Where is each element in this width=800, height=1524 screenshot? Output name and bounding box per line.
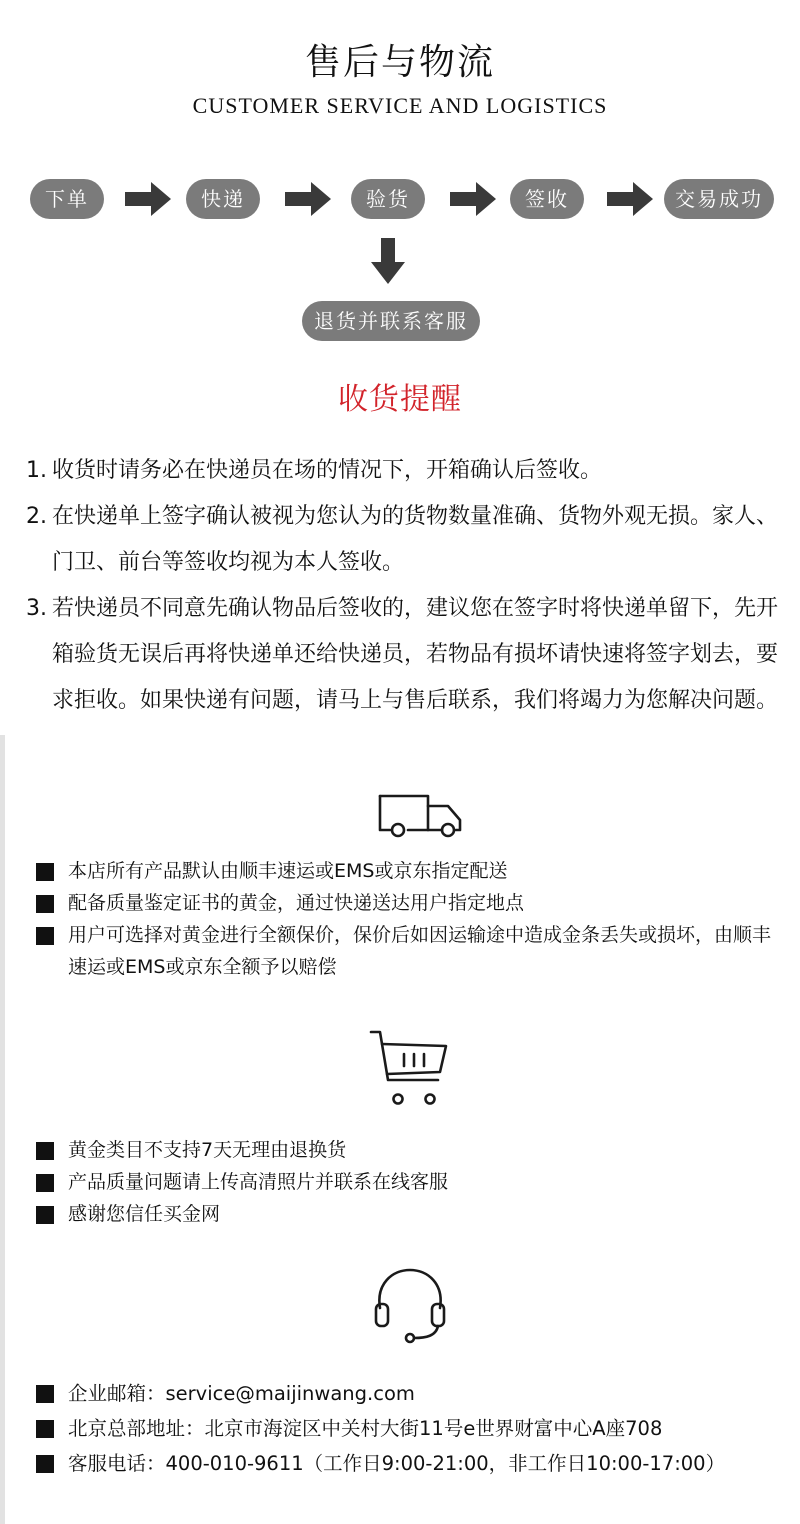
arrow-right-icon	[450, 182, 496, 216]
step-order: 下单	[30, 179, 104, 219]
reminder-rules	[26, 448, 786, 724]
step-return: 退货并联系客服	[302, 301, 480, 341]
arrow-down-icon	[371, 238, 405, 284]
bullet-square	[36, 1385, 54, 1403]
contact-list	[36, 1376, 776, 1481]
list-item	[36, 855, 776, 887]
arrow-right-icon	[285, 182, 331, 216]
shopping-cart-icon	[368, 1028, 452, 1108]
list-item-text: 本店所有产品默认由顺丰速运或EMS或京东指定配送	[68, 860, 508, 882]
arrow-right-icon	[607, 182, 653, 216]
list-item	[36, 1446, 776, 1481]
bullet-square	[36, 1420, 54, 1438]
bullet-square	[36, 863, 54, 881]
list-item	[36, 1166, 776, 1198]
rule-number: 1.	[26, 458, 47, 483]
rule-text: 若快递员不同意先确认物品后签收的，建议您在签字时将快递单留下，先开箱验货无误后再将快递单还给快递员，若物品有损坏请快速将签字划去，要求拒收。如果快递有问题，请马上与售后联系，我们将竭力为您解决问题。	[52, 596, 779, 713]
list-item-text: 配备质量鉴定证书的黄金，通过快递送达用户指定地点	[68, 892, 525, 914]
truck-icon	[376, 792, 464, 838]
contact-email: 企业邮箱：service@maijinwang.com	[68, 1382, 415, 1405]
returns-list	[36, 1134, 776, 1230]
list-item	[36, 1198, 776, 1230]
list-item	[36, 887, 776, 919]
headset-icon	[370, 1266, 450, 1344]
rule-item	[26, 586, 786, 724]
bullet-square	[36, 1455, 54, 1473]
contact-address: 北京总部地址：北京市海淀区中关村大街11号e世界财富中心A座708	[68, 1417, 663, 1440]
bullet-square	[36, 1174, 54, 1192]
rule-number: 2.	[26, 504, 47, 529]
rule-text: 在快递单上签字确认被视为您认为的货物数量准确、货物外观无损。家人、门卫、前台等签收均视为本人签收。	[52, 504, 779, 575]
contact-phone: 客服电话：400-010-9611（工作日9:00-21:00，非工作日10:00-17:00）	[68, 1452, 726, 1475]
bullet-square	[36, 895, 54, 913]
page-subtitle: CUSTOMER SERVICE AND LOGISTICS	[192, 93, 608, 118]
step-inspect: 验货	[351, 179, 425, 219]
shipping-list	[36, 855, 776, 983]
reminder-title: 收货提醒	[338, 382, 462, 417]
list-item-text: 用户可选择对黄金进行全额保价，保价后如因运输途中造成金条丢失或损坏，由顺丰速运或EMS或京东全额予以赔偿	[68, 924, 772, 978]
list-item	[36, 1134, 776, 1166]
step-complete: 交易成功	[664, 179, 774, 219]
bullet-square	[36, 927, 54, 945]
rule-number: 3.	[26, 596, 47, 621]
step-express: 快递	[186, 179, 260, 219]
bullet-square	[36, 1206, 54, 1224]
left-edge-strip	[0, 735, 5, 1524]
rule-text: 收货时请务必在快递员在场的情况下，开箱确认后签收。	[52, 458, 603, 483]
list-item-text: 黄金类目不支持7天无理由退换货	[68, 1139, 347, 1161]
rule-item	[26, 494, 786, 586]
list-item	[36, 1376, 776, 1411]
arrow-right-icon	[125, 182, 171, 216]
rule-item	[26, 448, 786, 494]
list-item-text: 产品质量问题请上传高清照片并联系在线客服	[68, 1171, 449, 1193]
step-sign: 签收	[510, 179, 584, 219]
bullet-square	[36, 1142, 54, 1160]
page-title: 售后与物流	[304, 42, 495, 83]
list-item	[36, 1411, 776, 1446]
list-item-text: 感谢您信任买金网	[68, 1203, 221, 1225]
list-item	[36, 919, 776, 983]
